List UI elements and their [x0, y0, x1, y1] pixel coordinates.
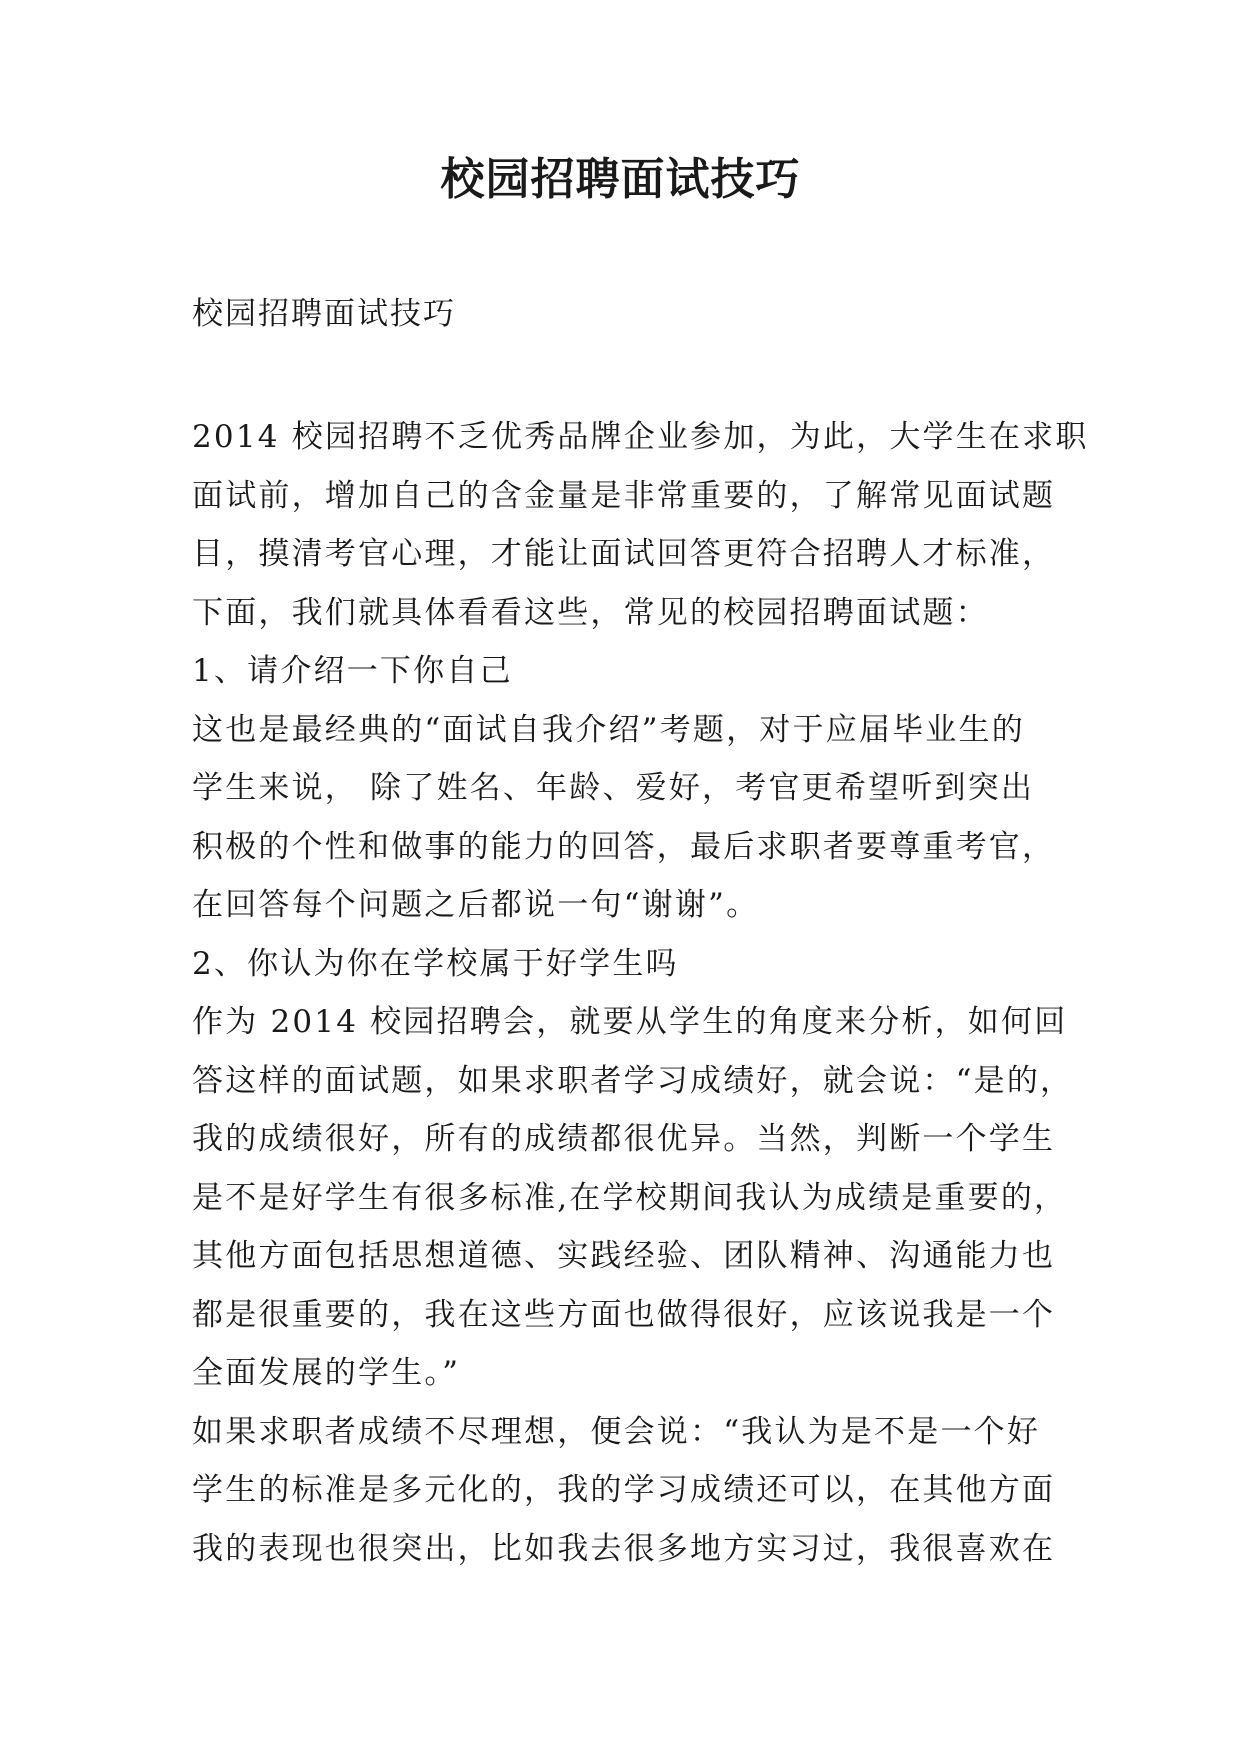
- body-line: 面试前，增加自己的含金量是非常重要的，了解常见面试题: [192, 477, 1056, 514]
- body-line: 全面发展的学生。”: [192, 1355, 461, 1391]
- body-line: 是不是好学生有很多标准,在学校期间我认为成绩是重要的，: [192, 1179, 1068, 1216]
- body-line: 我的表现也很突出，比如我去很多地方实习过，我很喜欢在: [192, 1530, 1056, 1567]
- body-line: 如果求职者成绩不尽理想，便会说：“我认为是不是一个好: [192, 1413, 1041, 1450]
- document-body: [192, 408, 1089, 1578]
- body-line: 其他方面包括思想道德、实践经验、团队精神、沟通能力也: [192, 1238, 1056, 1274]
- question-heading-2: 2、你认为你在学校属于好学生吗: [192, 945, 679, 982]
- body-line: 在回答每个问题之后都说一句“谢谢”。: [192, 887, 760, 923]
- body-line: 目，摸清考官心理，才能让面试回答更符合招聘人才标准，: [192, 536, 1056, 572]
- body-line: 答这样的面试题，如果求职者学习成绩好，就会说：“是的，: [192, 1062, 1074, 1099]
- body-line: 我的成绩很好，所有的成绩都很优异。当然，判断一个学生: [192, 1121, 1056, 1157]
- body-line: 学生的标准是多元化的，我的学习成绩还可以，在其他方面: [192, 1472, 1056, 1508]
- document-title: 校园招聘面试技巧: [440, 154, 801, 205]
- document-subheading: 校园招聘面试技巧: [192, 296, 456, 332]
- body-line: 2014 校园招聘不乏优秀品牌企业参加，为此，大学生在求职: [192, 419, 1089, 455]
- body-line: 积极的个性和做事的能力的回答，最后求职者要尊重考官，: [192, 828, 1056, 865]
- body-line: 作为 2014 校园招聘会，就要从学生的角度来分析，如何回: [192, 1004, 1068, 1040]
- body-line: 学生来说， 除了姓名、年龄、爱好，考官更希望听到突出: [192, 770, 1035, 806]
- body-line: 都是很重要的，我在这些方面也做得很好，应该说我是一个: [192, 1296, 1056, 1333]
- question-heading-1: 1、请介绍一下你自己: [192, 653, 513, 689]
- body-line: 这也是最经典的“面试自我介绍”考题，对于应届毕业生的: [192, 711, 1025, 748]
- body-line: 下面，我们就具体看看这些，常见的校园招聘面试题：: [192, 594, 989, 631]
